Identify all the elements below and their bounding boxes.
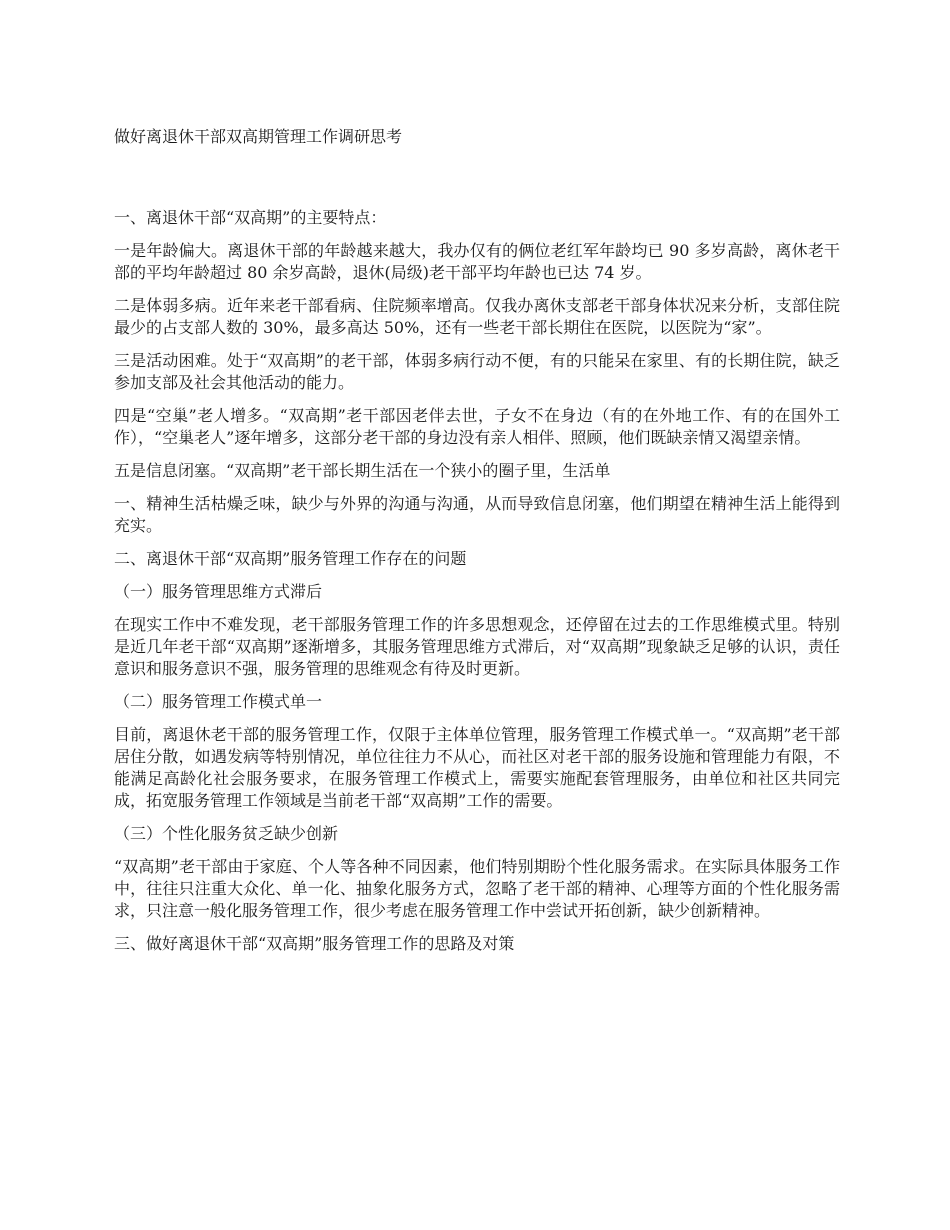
paragraph-personalized: “双高期”老干部由于家庭、个人等各种不同因素，他们特别期盼个性化服务需求。在实际具体服务工作中，往往只注重大众化、单一化、抽象化服务方式，忽略了老干部的精神、心理等方面的个性化服务需求，只注意一般化服务管理工作，很少考虑在服务管理工作中尝试开拓创新，缺少创新精神。 bbox=[114, 857, 840, 920]
section-heading-2: 二、离退休干部“双高期”服务管理工作存在的问题 bbox=[114, 549, 467, 568]
paragraph-thinking: 在现实工作中不难发现，老干部服务管理工作的许多思想观念，还停留在过去的工作思维模式里。特别是近几年老干部“双高期”逐渐增多，其服务管理思维方式滞后，对“双高期”现象缺乏足够的认识，责任意识和服务意识不强，服务管理的思维观念有待及时更新。 bbox=[114, 615, 840, 678]
section-heading-1: 一、离退休干部“双高期”的主要特点： bbox=[114, 208, 387, 227]
paragraph-age: 一是年龄偏大。离退休干部的年龄越来越大，我办仅有的俩位老红军年龄均已 90 多岁高龄，离休老干部的平均年龄超过 80 余岁高龄，退休(局级)老干部平均年龄也已达 74 岁。 bbox=[114, 241, 840, 282]
paragraph-mobility: 三是活动困难。处于“双高期”的老干部，体弱多病行动不便，有的只能呆在家里、有的长期住院，缺乏参加支部及社会其他活动的能力。 bbox=[114, 351, 840, 392]
paragraph-information: 五是信息闭塞。“双高期”老干部长期生活在一个狭小的圈子里，生活单 bbox=[114, 461, 611, 480]
document-page bbox=[114, 126, 840, 966]
paragraph-mode: 目前，离退休老干部的服务管理工作，仅限于主体单位管理，服务管理工作模式单一。“双高期”老干部居住分散，如遇发病等特别情况，单位往往力不从心，而社区对老干部的服务设施和管理能力有限，不能满足高龄化社会服务要求，在服务管理工作模式上，需要实施配套管理服务，由单位和社区共同完成，拓宽服务管理工作领域是当前老干部“双高期”工作的需要。 bbox=[114, 725, 840, 810]
paragraph-health: 二是体弱多病。近年来老干部看病、住院频率增高。仅我办离休支部老干部身体状况来分析，支部住院最少的占支部人数的 30%，最多高达 50%，还有一些老干部长期住在医院，以医院为“家”。 bbox=[114, 296, 840, 337]
paragraph-empty-nest: 四是“空巢”老人增多。“双高期”老干部因老伴去世，子女不在身边（有的在外地工作、有的在国外工作），“空巢老人”逐年增多，这部分老干部的身边没有亲人相伴、照顾，他们既缺亲情又渴望亲情。 bbox=[114, 406, 840, 447]
subheading-mode: （二）服务管理工作模式单一 bbox=[114, 692, 323, 711]
subheading-thinking: （一）服务管理思维方式滞后 bbox=[114, 582, 323, 601]
subheading-personalized: （三）个性化服务贫乏缺少创新 bbox=[114, 824, 339, 843]
section-heading-3: 三、做好离退休干部“双高期”服务管理工作的思路及对策 bbox=[114, 934, 515, 953]
paragraph-spiritual-life: 一、精神生活枯燥乏味，缺少与外界的沟通与沟通，从而导致信息闭塞，他们期望在精神生活上能得到充实。 bbox=[114, 494, 840, 535]
document-title: 做好离退休干部双高期管理工作调研思考 bbox=[114, 127, 403, 146]
